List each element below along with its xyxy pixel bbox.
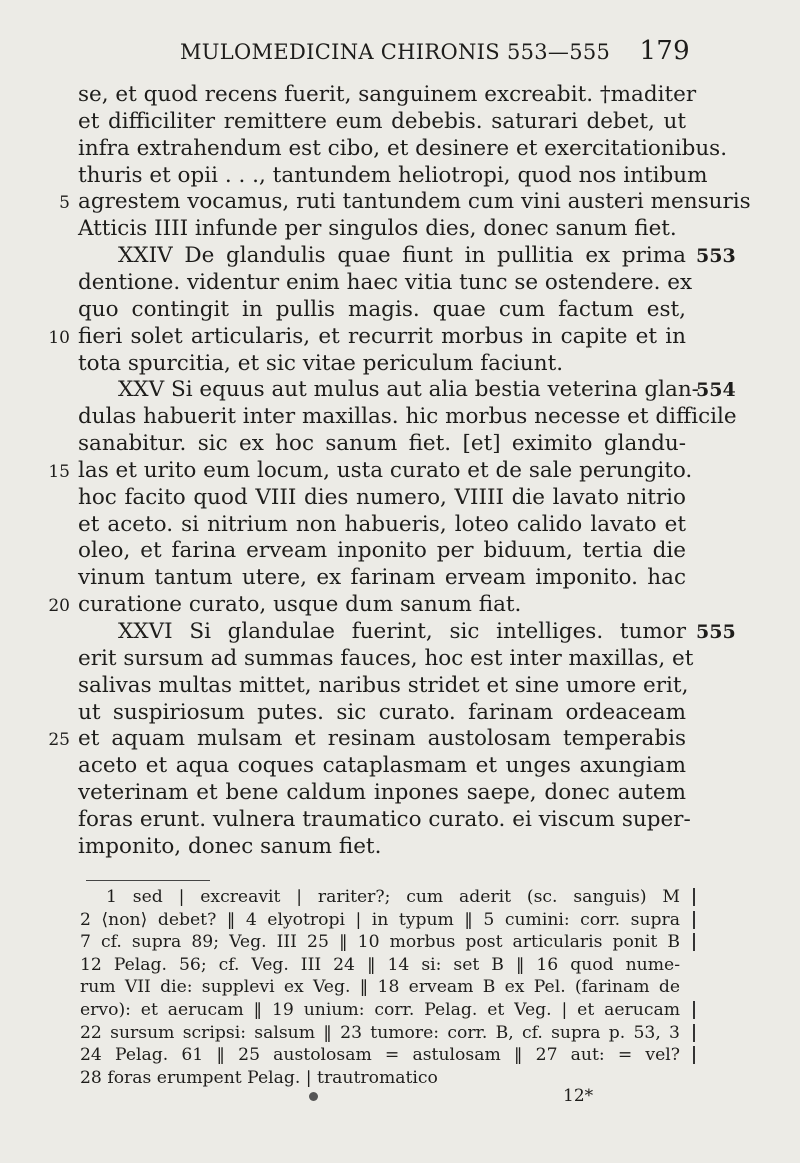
text-line: infra extrahendum est cibo, et desinere et exercitationibus.	[78, 136, 728, 161]
text-line: XXVI Si glandulae fuerint, sic intelliges. tumor	[118, 619, 686, 644]
text-line: et aceto. si nitrium non habueris, loteo calido lavato et	[78, 512, 686, 537]
text-line: vinum tantum utere, ex farinam erveam imponito. hac	[78, 565, 686, 590]
line-number: 25	[48, 730, 70, 750]
footnote-line: 24 Pelag. 61 ‖ 25 austolosam = astulosam ‖ 27 aut: = vel?	[80, 1045, 680, 1065]
section-number: 554	[696, 379, 736, 401]
text-line: aceto et aqua coques cataplasmam et unges axungiam	[78, 753, 686, 778]
page-number: 179	[639, 36, 690, 66]
signature-mark: 12*	[563, 1086, 594, 1106]
text-line: erit sursum ad summas fauces, hoc est inter maxillas, et	[78, 646, 694, 671]
footnote-line: ervo): et aerucam ‖ 19 unium: corr. Pelag. et Veg. | et aerucam	[80, 1000, 680, 1020]
text-line: hoc facito quod VIII dies numero, VIIII die lavato nitrio	[78, 485, 686, 510]
text-line: dentione. videntur enim haec vitia tunc se ostendere. ex	[78, 270, 693, 295]
text-line: quo contingit in pullis magis. quae cum factum est,	[78, 297, 686, 322]
margin-bar	[693, 1001, 695, 1019]
margin-bar	[693, 1046, 695, 1064]
text-line: dulas habuerit inter maxillas. hic morbus necesse et difficile	[78, 404, 737, 429]
text-line: tota spurcitia, et sic vitae periculum faciunt.	[78, 351, 564, 376]
text-line: curatione curato, usque dum sanum fiat.	[78, 592, 522, 617]
text-line: sanabitur. sic ex hoc sanum fiet. [et] eximito glandu-	[78, 431, 686, 456]
running-title: MULOMEDICINA CHIRONIS 553—555	[180, 40, 611, 64]
footnote-line: 22 sursum scripsi: salsum ‖ 23 tumore: corr. B, cf. supra p. 53, 3	[80, 1023, 680, 1043]
line-number: 10	[48, 328, 70, 348]
text-line: veterinam et bene caldum inpones saepe, donec autem	[78, 780, 686, 805]
text-line: XXIV De glandulis quae fiunt in pullitia ex prima	[118, 243, 686, 268]
section-number: 553	[696, 245, 736, 267]
text-line: salivas multas mittet, naribus stridet et sine umore erit,	[78, 673, 689, 698]
text-line: las et urito eum locum, usta curato et de sale perungito.	[78, 458, 693, 483]
text-line: ut suspiriosum putes. sic curato. farinam ordeaceam	[78, 700, 686, 725]
text-line: se, et quod recens fuerit, sanguinem excreabit. †maditer	[78, 82, 697, 107]
line-number: 20	[48, 596, 70, 616]
footnote-rule	[86, 880, 210, 881]
text-line: XXV Si equus aut mulus aut alia bestia veterina glan-	[118, 377, 699, 402]
footnote-line: 28 foras erumpent Pelag. | trautromatico	[80, 1068, 438, 1088]
text-line: oleo, et farina erveam inponito per biduum, tertia die	[78, 538, 686, 563]
footnote-line: 12 Pelag. 56; cf. Veg. III 24 ‖ 14 si: set B ‖ 16 quod nume-	[80, 955, 680, 975]
footnote-line: 1 sed | excreavit | rariter?; cum aderit (sc. sanguis) M	[106, 887, 680, 907]
line-number: 15	[48, 462, 70, 482]
footnote-line: 7 cf. supra 89; Veg. III 25 ‖ 10 morbus post articularis ponit B	[80, 932, 680, 952]
text-line: imponito, donec sanum fiet.	[78, 834, 382, 859]
footnote-line: 2 ⟨non⟩ debet? ‖ 4 elyotropi | in typum ‖ 5 cumini: corr. supra	[80, 910, 680, 930]
margin-bar	[693, 1024, 695, 1042]
text-line: et aquam mulsam et resinam austolosam temperabis	[78, 726, 686, 751]
margin-bar	[693, 911, 695, 929]
text-line: Atticis IIII infunde per singulos dies, donec sanum fiet.	[78, 216, 677, 241]
margin-bar	[693, 933, 695, 951]
text-line: fieri solet articularis, et recurrit morbus in capite et in	[78, 324, 686, 349]
text-line: agrestem vocamus, ruti tantundem cum vini austeri mensuris	[78, 189, 751, 214]
text-line: thuris et opii . . ., tantundem heliotropi, quod nos intibum	[78, 163, 708, 188]
text-line: foras erunt. vulnera traumatico curato. ei viscum super-	[78, 807, 691, 832]
printer-mark	[309, 1092, 318, 1101]
text-line: et difficiliter remittere eum debebis. saturari debet, ut	[78, 109, 686, 134]
footnote-line: rum VII die: supplevi ex Veg. ‖ 18 erveam B ex Pel. (farinam de	[80, 977, 680, 997]
margin-bar	[693, 888, 695, 906]
running-header	[180, 36, 690, 76]
line-number: 5	[59, 193, 70, 213]
section-number: 555	[696, 621, 736, 643]
